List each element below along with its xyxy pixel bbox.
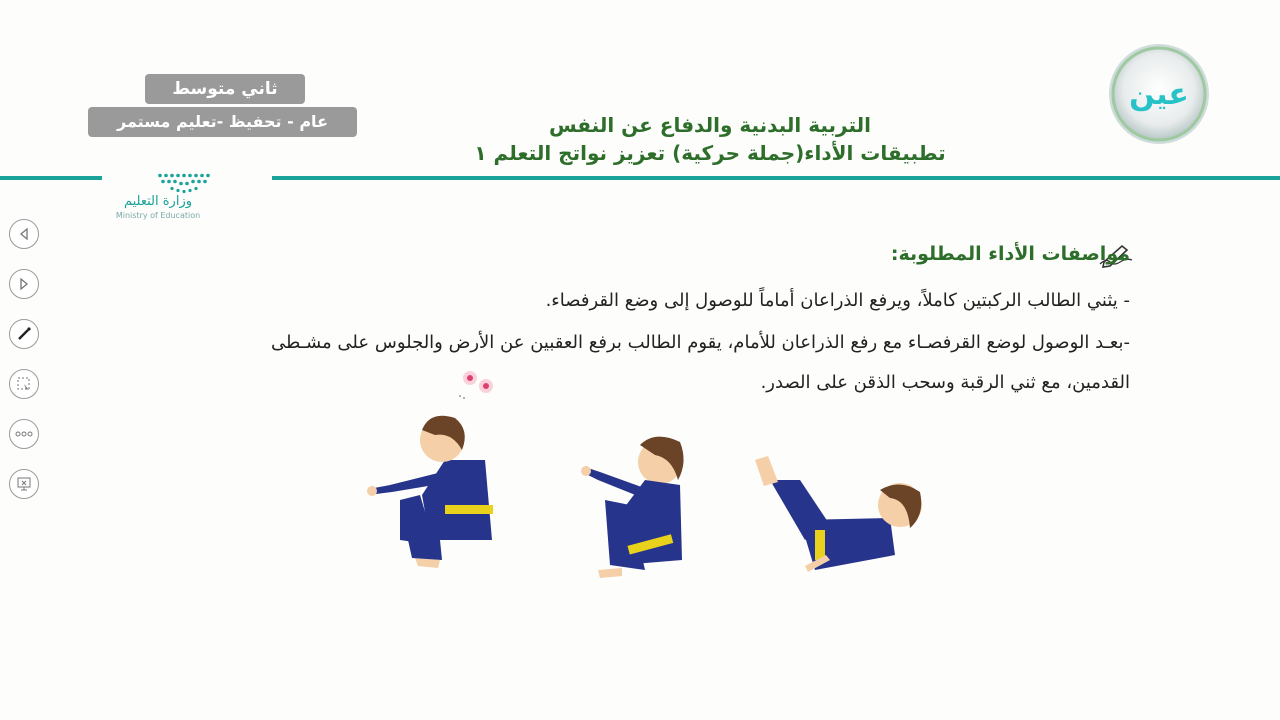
grade-badge: ثاني متوسط — [145, 74, 305, 104]
spec-line-1: - يثني الطالب الركبتين كاملاً، ويرفع الذراعان أماماً للوصول إلى وضع القرفصاء. — [545, 290, 1130, 311]
spec-line-3: القدمين، مع ثني الرقبة وسحب الذقن على الصدر. — [760, 372, 1130, 393]
header-rule-left — [0, 176, 102, 180]
svg-text:عين: عين — [1129, 77, 1189, 112]
figure-sit-back — [581, 437, 684, 578]
subject-title: التربية البدنية والدفاع عن النفس — [549, 113, 871, 137]
slide-titles — [380, 112, 1040, 166]
next-icon[interactable] — [9, 269, 39, 299]
spec-heading: مواصفات الأداء المطلوبة: — [890, 243, 1130, 265]
select-icon[interactable] — [9, 369, 39, 399]
track-badge: عام - تحفيظ -تعليم مستمر — [88, 107, 357, 137]
figure-crouch — [367, 416, 493, 568]
previous-icon[interactable] — [9, 219, 39, 249]
ministry-name-en: Ministry of Education — [115, 211, 201, 220]
more-icon[interactable] — [9, 419, 39, 449]
exit-presentation-icon[interactable] — [9, 469, 39, 499]
header-rule-right — [272, 176, 1280, 180]
ministry-name-ar: وزارة التعليم — [123, 194, 193, 209]
pen-icon[interactable] — [9, 319, 39, 349]
spec-line-2: -بعـد الوصول لوضع القرفصـاء مع رفع الذراعان للأمام، يقوم الطالب برفع العقبين عن الأرض والجلوس على مشـطى — [270, 332, 1130, 353]
laser-pointer-icon — [458, 368, 498, 402]
lesson-title: تطبيقات الأداء(جملة حركية) تعزيز نواتج التعلم ١ — [474, 141, 946, 165]
ain-logo-icon — [1107, 42, 1211, 146]
figure-v-sit — [755, 456, 922, 572]
exercise-illustration — [360, 400, 940, 580]
